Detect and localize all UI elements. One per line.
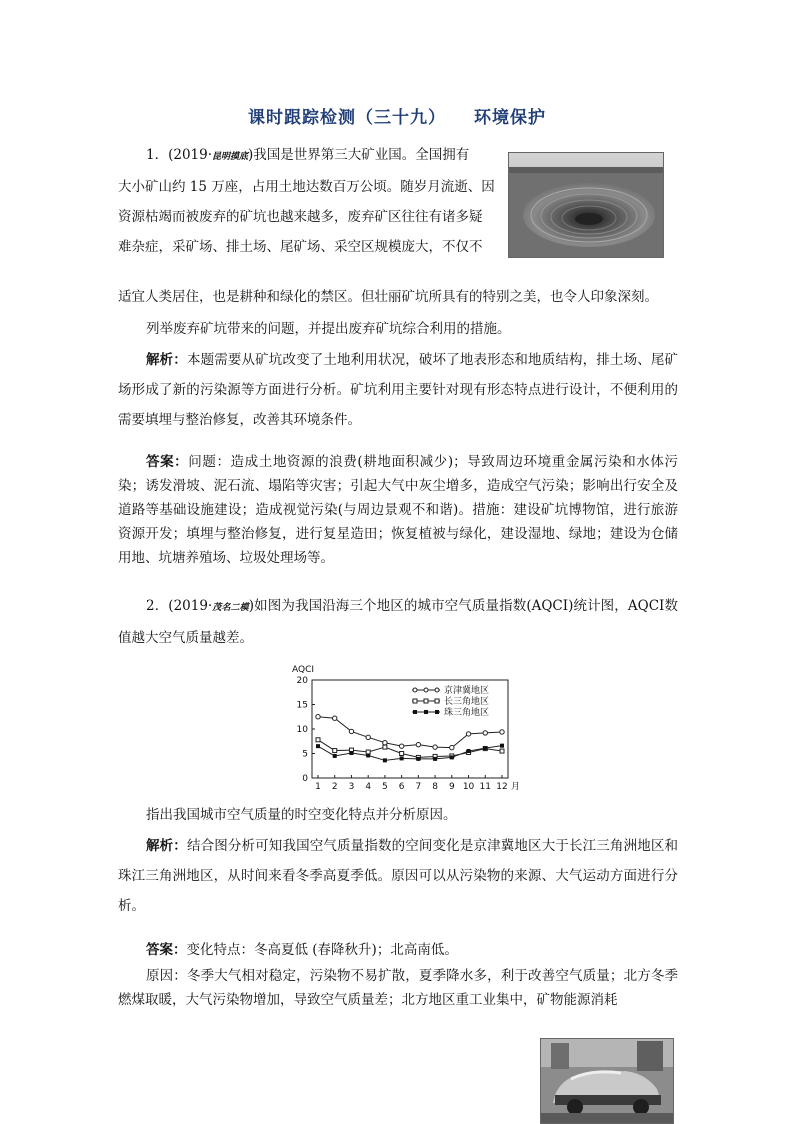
q2-answer: 答案：变化特点：冬高夏低 (春降秋升)；北高南低。: [146, 942, 458, 958]
q1-source: 昆明摸底: [212, 152, 249, 162]
q2-reason: 原因：冬季大气相对稳定，污染物不易扩散，夏季降水多，利于改善空气质量；北方冬季燃煤取暖，大气污染物增加，导致空气质量差；北方地区重工业集中，矿物能源消耗: [118, 968, 678, 1008]
data-point: [450, 745, 454, 749]
data-point: [349, 751, 353, 755]
data-point: [466, 732, 470, 736]
data-point: [383, 758, 387, 762]
x-tick-label: 5: [382, 782, 388, 792]
x-tick-label: 11: [479, 782, 491, 792]
legend-marker: [424, 710, 428, 714]
y-tick-label: 10: [296, 725, 308, 735]
data-point: [316, 738, 320, 742]
x-axis-unit: 月: [511, 782, 521, 792]
data-point: [399, 744, 403, 748]
data-point: [483, 746, 487, 750]
aqci-chart: [290, 660, 530, 800]
series-line: [318, 746, 502, 761]
data-point: [433, 745, 437, 749]
q1-intro-last: 适宜人类居住，也是耕种和绿化的禁区。但壮丽矿坑所具有的特别之美，也令人印象深刻。: [118, 289, 658, 305]
y-axis-label: AQCI: [292, 665, 315, 675]
legend-label: 长三角地区: [444, 697, 490, 707]
data-point: [400, 752, 404, 756]
legend-marker: [413, 710, 417, 714]
y-tick-label: 0: [302, 774, 308, 784]
q1-analysis: 解析：本题需要从矿坑改变了土地利用状况，破坏了地表形态和地质结构，排土场、尾矿场形成了新的污染源等方面进行分析。矿坑利用主要针对现有形态特点进行设计，不便利用的需要填埋与整治修复，改善其环境条件。: [118, 352, 679, 428]
title-part1: 课时跟踪检测（三十九）: [248, 108, 446, 128]
legend-label: 京津冀地区: [444, 686, 490, 696]
x-tick-label: 9: [448, 782, 455, 792]
y-tick-label: 5: [302, 749, 308, 760]
x-tick-label: 3: [348, 782, 355, 792]
data-point: [483, 731, 487, 735]
x-tick-label: 10: [462, 782, 475, 792]
data-point: [366, 753, 370, 757]
x-tick-label: 4: [365, 782, 372, 792]
legend-marker: [435, 710, 439, 714]
legend-marker: [424, 688, 428, 692]
q2-analysis-label: 解析：: [146, 838, 187, 854]
legend-marker: [413, 699, 417, 703]
q1-answer: 答案：问题：造成土地资源的浪费(耕地面积减少)；导致周边环境重金属污染和水体污染；诱发滑坡、泥石流、塌陷等灾害；引起大气中灰尘增多，造成空气污染；影响出行安全及道路等基础设施建设；造成视觉污染(与周边景观不和谐)。措施：建设矿坑博物馆，进行旅游资源开发；填埋与整治修复，进行复星造田；恢复植被与绿化，建设湿地、绿地；建设为仓储用地、坑塘养殖场、垃圾处理场等。: [118, 454, 678, 566]
data-point: [500, 744, 504, 748]
data-point: [500, 730, 504, 734]
legend-marker: [435, 699, 439, 703]
legend-marker: [424, 699, 428, 703]
q1-task: 列举废弃矿坑带来的问题，并提出废弃矿坑综合利用的措施。: [146, 321, 511, 337]
series-line: [318, 740, 502, 758]
legend-marker: [413, 688, 417, 692]
data-point: [333, 749, 337, 753]
data-point: [333, 716, 337, 720]
x-tick-label: 12: [496, 782, 508, 792]
x-tick-label: 7: [415, 782, 422, 792]
q2-intro: 2．(2019·茂名二模)如图为我国沿海三个地区的城市空气质量指数(AQCI)统计图，AQCI数值越大空气质量越差。: [118, 598, 678, 646]
q2-answer-label: 答案：: [146, 942, 187, 958]
aqci-chart-svg: [290, 660, 530, 800]
page-title: [0, 103, 794, 128]
q1-analysis-label: 解析：: [146, 352, 187, 368]
data-point: [500, 749, 504, 753]
dusty-car-photo: [540, 1038, 674, 1124]
q1-intro: 1．(2019·昆明摸底)我国是世界第三大矿业国。全国拥有 大小矿山约 15 万座，占用土地达数百万公顷。随岁月流逝、因 资源枯竭而被废弃的矿坑也越来越多，废弃矿区往往有诸多疑 难杂症，采矿场、排土场、尾矿场、采空区规模庞大，不仅不: [118, 147, 495, 255]
data-point: [333, 754, 337, 758]
data-point: [400, 756, 404, 760]
x-tick-label: 8: [432, 782, 438, 792]
y-tick-label: 15: [296, 700, 308, 711]
q1-answer-label: 答案：: [146, 454, 189, 470]
title-part2: 环境保护: [474, 108, 546, 128]
data-point: [467, 749, 471, 753]
legend-label: 珠三角地区: [444, 708, 490, 718]
legend-marker: [435, 688, 439, 692]
data-point: [383, 745, 387, 749]
data-point: [316, 744, 320, 748]
y-tick-label: 20: [296, 676, 308, 686]
q2-source: 茂名二模: [212, 603, 249, 613]
series-line: [318, 717, 502, 748]
data-point: [416, 742, 420, 746]
q2-analysis: 解析：结合图分析可知我国空气质量指数的空间变化是京津冀地区大于长江三角洲地区和珠江三角洲地区，从时间来看冬季高夏季低。原因可以从污染物的来源、大气运动方面进行分析。: [118, 838, 679, 914]
data-point: [349, 729, 353, 733]
q2-task: 指出我国城市空气质量的时空变化特点并分析原因。: [146, 807, 457, 823]
x-tick-label: 6: [398, 782, 405, 792]
x-tick-label: 2: [331, 782, 338, 792]
data-point: [383, 741, 387, 745]
data-point: [366, 735, 370, 739]
data-point: [433, 757, 437, 761]
data-point: [366, 750, 370, 754]
data-point: [316, 715, 320, 719]
data-point: [450, 755, 454, 759]
x-tick-label: 1: [315, 782, 321, 792]
data-point: [416, 757, 420, 761]
mine-pit-photo: [508, 152, 664, 258]
